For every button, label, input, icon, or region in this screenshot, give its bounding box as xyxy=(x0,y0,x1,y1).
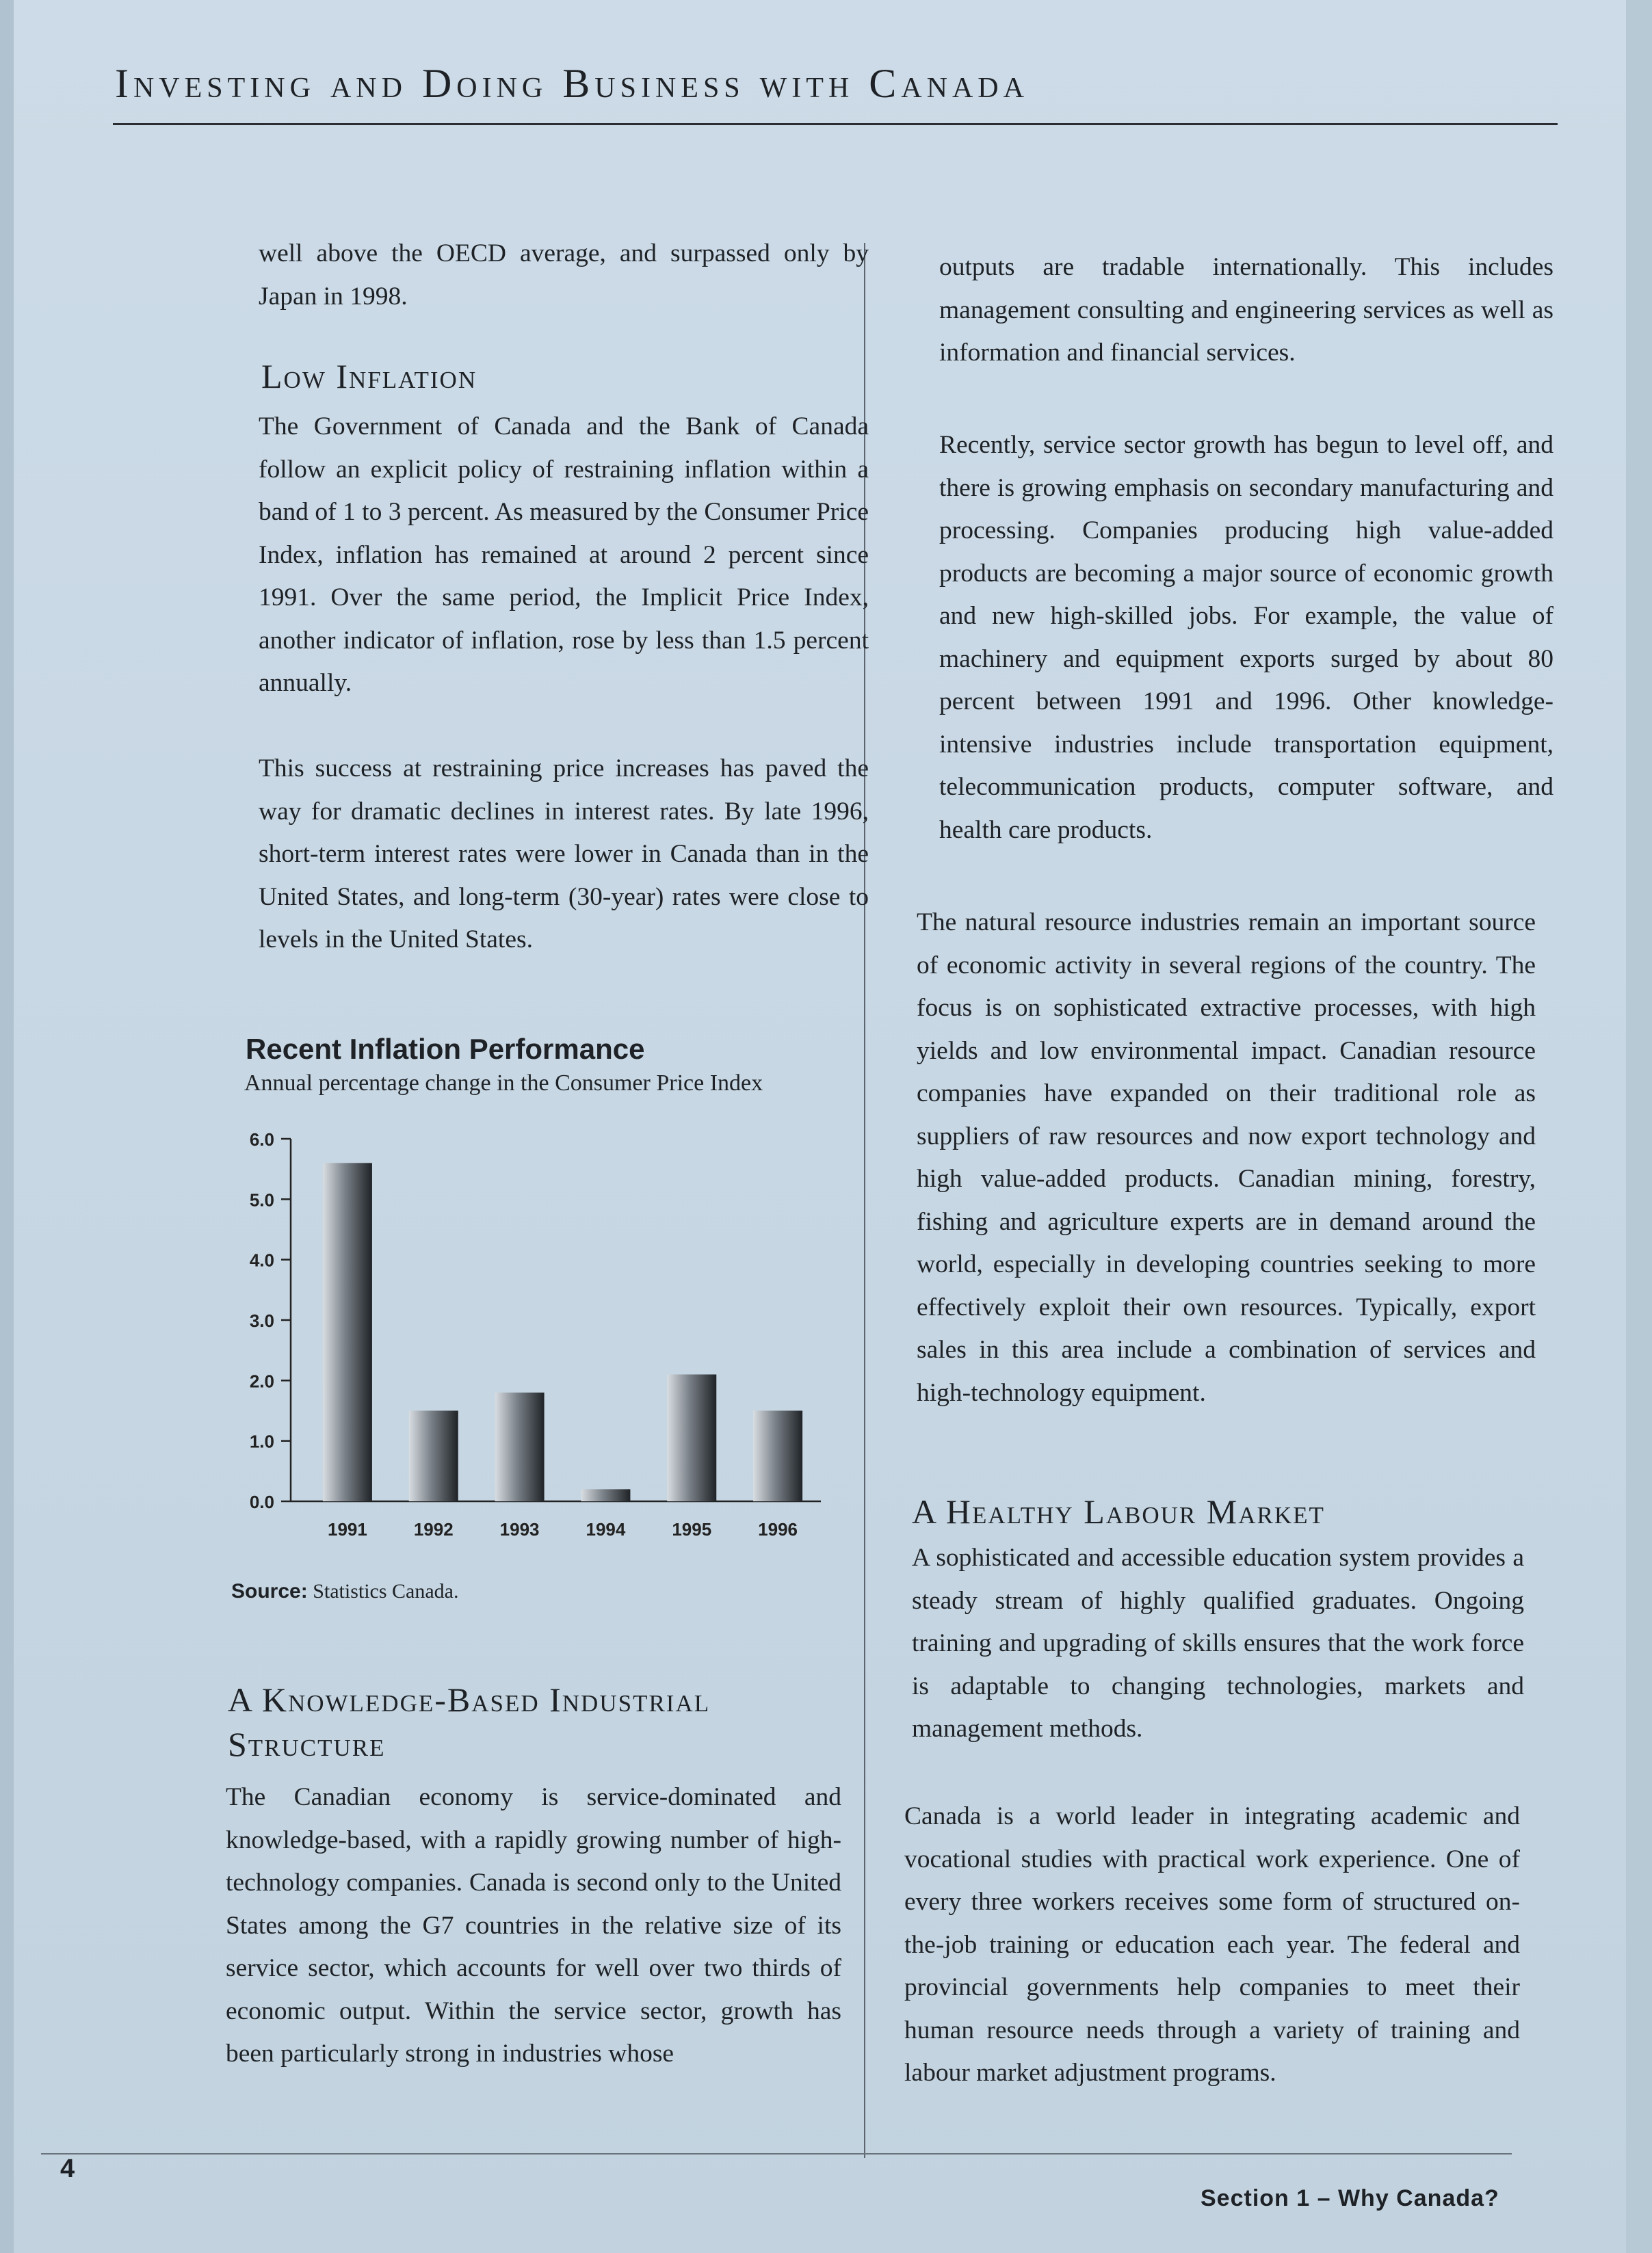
chart-source xyxy=(231,1580,459,1603)
x-tick-label: 1995 xyxy=(672,1519,712,1540)
low-inflation-paragraph-1-block xyxy=(259,406,869,705)
page-number: 4 xyxy=(60,2155,75,2183)
right-paragraph-2-block xyxy=(939,424,1553,852)
right-paragraph-1-block xyxy=(939,246,1553,375)
right-paragraph-1: outputs are tradable internationally. This includes management consulting and engineering services as well as information and financial services. xyxy=(939,253,1553,367)
heading-low-inflation: Low Inflation xyxy=(261,357,477,395)
running-header-title: Investing and Doing Business with Canada xyxy=(115,61,1029,106)
header-rule xyxy=(113,123,1558,125)
low-inflation-paragraph-2-block xyxy=(259,748,869,962)
labour-paragraph-1: A sophisticated and accessible education system provides a steady stream of highly qualified graduates. Ongoing training and upgrading of skills ensures that the work force is adaptable to changing technologies, markets and management methods. xyxy=(912,1544,1524,1743)
chart-subtitle: Annual percentage change in the Consumer Price Index xyxy=(244,1070,763,1096)
page-edge xyxy=(1626,0,1652,2253)
y-tick-label: 3.0 xyxy=(249,1310,274,1331)
heading-healthy-labour-market: A Healthy Labour Market xyxy=(912,1492,1325,1531)
bar-1994 xyxy=(581,1489,630,1501)
chart-title: Recent Inflation Performance xyxy=(246,1033,645,1065)
y-tick-label: 2.0 xyxy=(249,1371,274,1392)
bar-1996 xyxy=(753,1411,802,1502)
labour-paragraph-2: Canada is a world leader in integrating academic and vocational studies with practical work experience. One of every three workers receives some form of structured on-the-job training or education each year. The federal and provincial governments help companies to meet their human resource needs through a variety of training and labour market adjustment programs. xyxy=(904,1802,1520,2087)
x-tick-label: 1993 xyxy=(499,1519,540,1540)
right-paragraph-3: The natural resource industries remain an important source of economic activity in several regions of the country. The focus is on sophisticated extractive processes, with high yields and low environmental impact. Canadian resource companies have expanded on their traditional role as suppliers of raw resources and now export technology and high value-added products. Canadian mining, forestry, fishing and agriculture experts are in demand around the world, especially in developing countries seeking to more effectively exploit their own resources. Typically, export sales in this area include a combination of services and high-technology equipment. xyxy=(917,908,1536,1407)
labour-paragraph-1-block xyxy=(912,1537,1524,1751)
bar-1991 xyxy=(323,1163,372,1501)
bar-1992 xyxy=(409,1411,458,1502)
y-tick-label: 4.0 xyxy=(249,1250,274,1271)
labour-paragraph-2-block xyxy=(904,1795,1520,2095)
footer-rule xyxy=(41,2153,1512,2155)
y-tick-label: 1.0 xyxy=(249,1431,274,1452)
section-label: Section 1 – Why Canada? xyxy=(1201,2185,1499,2211)
right-paragraph-2: Recently, service sector growth has begun to level off, and there is growing emphasis on secondary manufacturing and processing. Companies producing high value-added products are becoming a major source of economic growth and new high-skilled jobs. For example, the value of machinery and equipment exports surged by about 80 percent between 1991 and 1996. Other knowledge-intensive industries include transportation equipment, telecommunication products, computer software, and health care products. xyxy=(939,431,1553,844)
bar-1993 xyxy=(495,1393,545,1501)
inflation-bar-chart xyxy=(226,1122,841,1566)
x-tick-label: 1992 xyxy=(413,1519,454,1540)
x-tick-label: 1994 xyxy=(586,1519,626,1540)
chart-source-label: Source: xyxy=(231,1580,308,1603)
chart-source-text: Statistics Canada. xyxy=(307,1580,459,1603)
knowledge-based-paragraph-block xyxy=(226,1776,841,2076)
y-tick-label: 5.0 xyxy=(249,1189,274,1211)
intro-paragraph-block xyxy=(259,233,869,318)
y-tick-label: 6.0 xyxy=(249,1129,274,1150)
x-tick-label: 1991 xyxy=(327,1519,367,1540)
low-inflation-paragraph-1: The Government of Canada and the Bank of Canada follow an explicit policy of restraining inflation within a band of 1 to 3 percent. As measured by the Consumer Price Index, inflation has remained at around 2 percent since 1991. Over the same period, the Implicit Price Index, another indicator of inflation, rose by less than 1.5 percent annually. xyxy=(259,412,869,697)
page-gutter-shadow xyxy=(0,0,14,2253)
low-inflation-paragraph-2: This success at restraining price increases has paved the way for dramatic declines in interest rates. By late 1996, short-term interest rates were lower in Canada than in the United States, and long-term (30-year) rates were close to levels in the United States. xyxy=(259,754,869,953)
heading-knowledge-based-line-1: A Knowledge-Based Industrial xyxy=(228,1681,711,1719)
right-paragraph-3-block xyxy=(917,901,1536,1414)
x-tick-label: 1996 xyxy=(758,1519,798,1540)
intro-paragraph: well above the OECD average, and surpassed only by Japan in 1998. xyxy=(259,239,869,311)
bar-1995 xyxy=(667,1375,716,1502)
knowledge-based-paragraph: The Canadian economy is service-dominated and knowledge-based, with a rapidly growing number of high-technology companies. Canada is second only to the United States among the G7 countries in the relative size of its service sector, which accounts for well over two thirds of economic output. Within the service sector, growth has been particularly strong in industries whose xyxy=(226,1783,841,2068)
heading-knowledge-based-line-2: Structure xyxy=(228,1725,386,1763)
y-tick-label: 0.0 xyxy=(249,1492,274,1512)
